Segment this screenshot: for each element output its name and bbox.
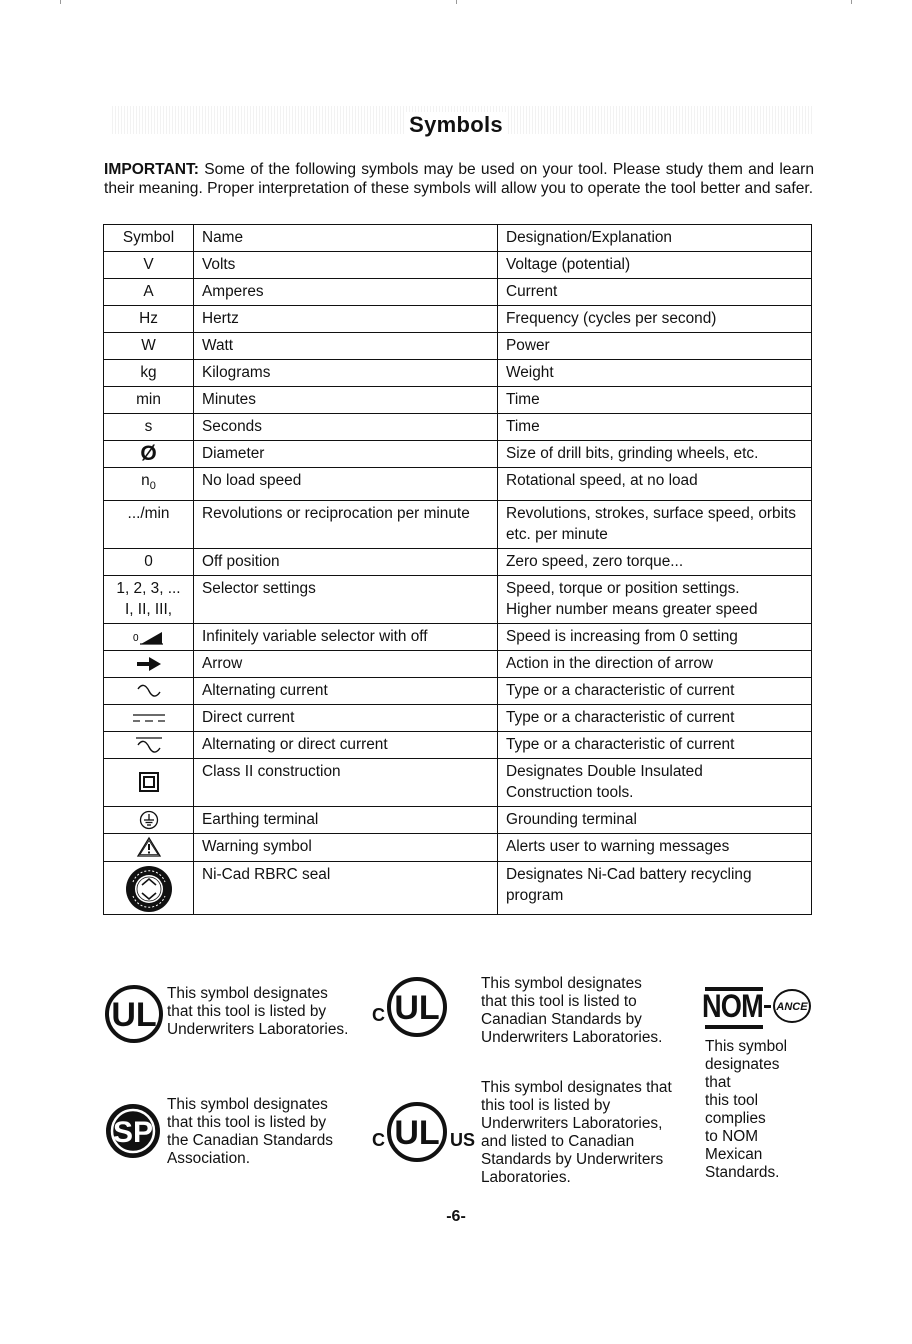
intro-paragraph <box>104 160 814 198</box>
table-row <box>104 834 812 862</box>
symbol-cell <box>104 759 194 807</box>
page-title <box>0 112 912 138</box>
diameter-icon: Ø <box>140 442 157 465</box>
name-cell: Hertz <box>194 306 498 333</box>
desc-line: program <box>506 887 564 905</box>
desc-cell: Type or a characteristic of current <box>498 678 812 705</box>
name-cell: Ni-Cad RBRC seal <box>194 862 498 915</box>
desc-cell: Voltage (potential) <box>498 252 812 279</box>
symbol-line: I, II, III, <box>124 601 173 619</box>
csa-line: that this tool is listed by <box>167 1114 327 1131</box>
cul-line: Underwriters Laboratories. <box>481 1029 663 1046</box>
ul-line: that this tool is listed by <box>167 1003 327 1020</box>
ul-line: Underwriters Laboratories. <box>167 1021 349 1038</box>
name-cell: Revolutions or reciprocation per minute <box>194 501 498 549</box>
symbol-cell <box>104 651 194 678</box>
table-row <box>104 414 812 441</box>
csa-logo-icon <box>104 1102 162 1160</box>
symbols-table <box>103 224 812 915</box>
ac-icon <box>136 684 162 698</box>
header-symbol: Symbol <box>104 225 194 252</box>
desc-cell: Action in the direction of arrow <box>498 651 812 678</box>
variable-speed-zero: 0 <box>132 633 139 645</box>
culus-line: Standards by Underwriters <box>481 1151 664 1168</box>
desc-cell: Revolutions, strokes, surface speed, orbits etc. per minute <box>498 501 812 549</box>
table-row <box>104 759 812 807</box>
symbol-cell: Hz <box>104 306 194 333</box>
desc-cell: Speed is increasing from 0 setting <box>498 624 812 651</box>
nom-line: Standards. <box>705 1164 780 1181</box>
table-row <box>104 678 812 705</box>
culus-prefix: C <box>372 1130 385 1150</box>
cul-line: This symbol designates <box>481 975 642 992</box>
symbol-cell: s <box>104 414 194 441</box>
intro-text: Some of the following symbols may be used on your tool. Please study them and learn their meaning. Proper interpretation of these symbols will allow you to operate the tool better and safer. <box>104 161 814 197</box>
table-row <box>104 252 812 279</box>
name-cell: Earthing terminal <box>194 807 498 834</box>
ance-badge-text: ANCE <box>776 1001 808 1013</box>
desc-line: Designates Double Insulated <box>506 763 703 781</box>
desc-cell: Weight <box>498 360 812 387</box>
table-row <box>104 387 812 414</box>
name-cell: Class II construction <box>194 759 498 807</box>
cul-description <box>481 975 662 1047</box>
culus-suffix: US <box>450 1130 476 1150</box>
table-row <box>104 624 812 651</box>
header-name: Name <box>194 225 498 252</box>
culus-line: and listed to Canadian <box>481 1133 635 1150</box>
name-cell: Kilograms <box>194 360 498 387</box>
desc-cell: Power <box>498 333 812 360</box>
symbol-cell: A <box>104 279 194 306</box>
ul-description <box>167 985 348 1039</box>
symbol-cell: kg <box>104 360 194 387</box>
desc-cell: Size of drill bits, grinding wheels, etc. <box>498 441 812 468</box>
desc-line: Higher number means greater speed <box>506 601 758 619</box>
arrow-icon <box>135 656 163 672</box>
table-row <box>104 360 812 387</box>
earth-ground-icon <box>139 810 159 830</box>
name-cell: Seconds <box>194 414 498 441</box>
symbol-cell <box>104 705 194 732</box>
nom-dash <box>764 1005 771 1008</box>
csa-line: the Canadian Standards <box>167 1132 333 1149</box>
desc-line: Speed, torque or position settings. <box>506 580 740 598</box>
name-cell: Alternating current <box>194 678 498 705</box>
cul-logo-text: UL <box>394 989 440 1027</box>
variable-speed-icon <box>132 628 166 646</box>
cul-logo-icon <box>386 976 448 1038</box>
nom-line: This symbol <box>705 1038 788 1055</box>
culus-line: This symbol designates that <box>481 1079 672 1096</box>
desc-cell: Type or a characteristic of current <box>498 705 812 732</box>
table-header-row <box>104 225 812 252</box>
ac-dc-icon <box>135 736 163 754</box>
symbol-cell <box>104 441 194 468</box>
name-cell: Off position <box>194 549 498 576</box>
table-row <box>104 732 812 759</box>
csa-description <box>167 1096 333 1168</box>
desc-cell: Frequency (cycles per second) <box>498 306 812 333</box>
table-row <box>104 501 812 549</box>
name-cell: Minutes <box>194 387 498 414</box>
culus-line: Underwriters Laboratories, <box>481 1115 663 1132</box>
desc-cell <box>498 862 812 915</box>
edge-mark <box>456 0 457 4</box>
nom-line: this tool <box>705 1092 759 1109</box>
symbol-cell <box>104 468 194 501</box>
table-row <box>104 807 812 834</box>
symbol-n: n <box>141 472 150 489</box>
desc-cell <box>498 576 812 624</box>
desc-cell: Type or a characteristic of current <box>498 732 812 759</box>
nom-line: to NOM <box>705 1128 759 1145</box>
desc-line: Designates Ni-Cad battery recycling <box>506 866 752 884</box>
ul-logo-text: UL <box>111 996 157 1034</box>
symbol-subscript: 0 <box>149 480 156 493</box>
edge-mark <box>851 0 852 4</box>
name-cell: Volts <box>194 252 498 279</box>
culus-logo-icon <box>386 1101 448 1163</box>
edge-mark <box>60 0 61 4</box>
table-row <box>104 862 812 915</box>
name-cell: Warning symbol <box>194 834 498 862</box>
class-ii-icon <box>138 771 160 793</box>
symbol-cell: min <box>104 387 194 414</box>
ul-logo-icon <box>104 984 164 1044</box>
name-cell: Direct current <box>194 705 498 732</box>
symbol-cell <box>104 834 194 862</box>
csa-line: This symbol designates <box>167 1096 328 1113</box>
desc-cell <box>498 759 812 807</box>
culus-description <box>481 1079 672 1187</box>
table-row <box>104 468 812 501</box>
nom-line: complies <box>705 1110 766 1127</box>
symbol-cell <box>104 732 194 759</box>
nom-line: that <box>705 1074 731 1091</box>
desc-cell: Grounding terminal <box>498 807 812 834</box>
csa-logo-text: SP <box>112 1116 154 1149</box>
page-number: -6- <box>446 1208 466 1225</box>
culus-line: this tool is listed by <box>481 1097 611 1114</box>
desc-cell: Time <box>498 387 812 414</box>
culus-line: Laboratories. <box>481 1169 571 1186</box>
symbol-cell <box>104 807 194 834</box>
table-row <box>104 705 812 732</box>
csa-line: Association. <box>167 1150 250 1167</box>
nom-description <box>705 1038 787 1182</box>
cul-line: that this tool is listed to <box>481 993 637 1010</box>
name-cell: No load speed <box>194 468 498 501</box>
desc-cell: Time <box>498 414 812 441</box>
symbol-cell: .../min <box>104 501 194 549</box>
warning-icon <box>136 836 162 858</box>
symbol-cell: 0 <box>104 549 194 576</box>
symbol-line: 1, 2, 3, ... <box>116 580 181 598</box>
nom-line: Mexican <box>705 1146 763 1163</box>
symbol-cell <box>104 576 194 624</box>
intro-label: IMPORTANT: <box>104 161 199 178</box>
desc-cell: Alerts user to warning messages <box>498 834 812 862</box>
symbol-cell: V <box>104 252 194 279</box>
name-cell: Selector settings <box>194 576 498 624</box>
page-title-text: Symbols <box>405 112 507 137</box>
table-row <box>104 576 812 624</box>
table-row <box>104 441 812 468</box>
header-designation: Designation/Explanation <box>498 225 812 252</box>
table-row <box>104 306 812 333</box>
nom-line: designates <box>705 1056 780 1073</box>
dc-icon <box>132 712 166 724</box>
name-cell: Infinitely variable selector with off <box>194 624 498 651</box>
desc-cell: Current <box>498 279 812 306</box>
nom-logo-text: NOM <box>702 988 763 1024</box>
symbol-cell <box>104 678 194 705</box>
table-row <box>104 279 812 306</box>
cul-prefix: C <box>372 1005 385 1025</box>
name-cell: Diameter <box>194 441 498 468</box>
ul-line: This symbol designates <box>167 985 328 1002</box>
symbol-cell <box>104 624 194 651</box>
table-row <box>104 651 812 678</box>
name-cell: Amperes <box>194 279 498 306</box>
rbrc-seal-icon <box>125 865 173 913</box>
ance-badge-icon <box>772 988 812 1024</box>
symbol-cell <box>104 862 194 915</box>
name-cell: Alternating or direct current <box>194 732 498 759</box>
symbol-cell: W <box>104 333 194 360</box>
name-cell: Arrow <box>194 651 498 678</box>
name-cell: Watt <box>194 333 498 360</box>
table-row <box>104 333 812 360</box>
desc-cell: Zero speed, zero torque... <box>498 549 812 576</box>
desc-cell: Rotational speed, at no load <box>498 468 812 501</box>
nom-bar-bottom <box>705 1025 763 1029</box>
cul-line: Canadian Standards by <box>481 1011 642 1028</box>
culus-logo-text: UL <box>394 1114 440 1152</box>
desc-line: Construction tools. <box>506 784 634 802</box>
table-row <box>104 549 812 576</box>
